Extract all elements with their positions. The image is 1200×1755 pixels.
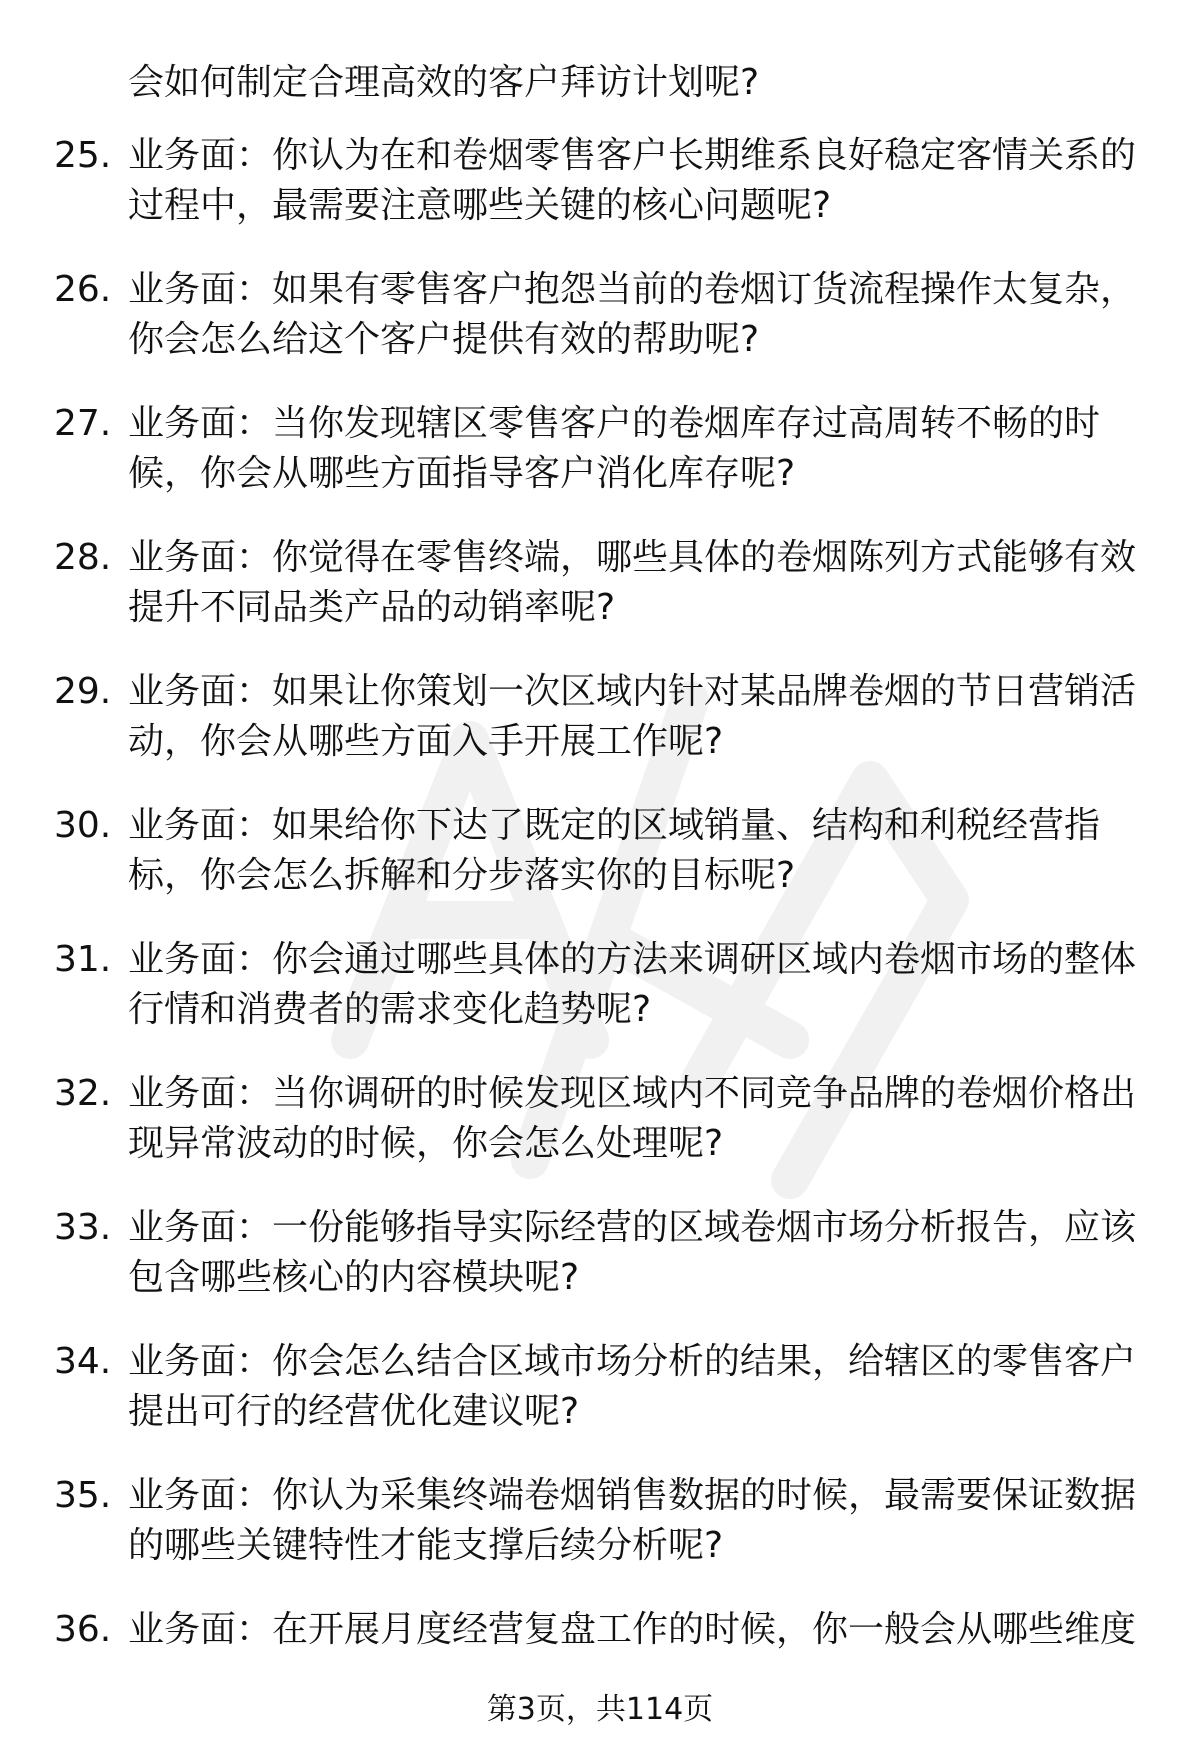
question-text: 业务面：如果给你下达了既定的区域销量、结构和利税经营指标，你会怎么拆解和分步落实你的目标呢?	[128, 805, 1101, 896]
question-item	[0, 399, 1200, 533]
question-item	[0, 131, 1200, 265]
question-item	[0, 1069, 1200, 1203]
question-text: 业务面：你认为在和卷烟零售客户长期维系良好稳定客情关系的过程中，最需要注意哪些关键的核心问题呢?	[128, 135, 1137, 226]
question-text: 业务面：在开展月度经营复盘工作的时候，你一般会从哪些维度	[128, 1609, 1137, 1650]
question-number: 27.	[54, 403, 112, 444]
question-text: 业务面：如果让你策划一次区域内针对某品牌卷烟的节日营销活动，你会从哪些方面入手开展工作呢?	[128, 671, 1137, 762]
question-item	[0, 1203, 1200, 1337]
question-text: 业务面：你认为采集终端卷烟销售数据的时候，最需要保证数据的哪些关键特性才能支撑后续分析呢?	[128, 1475, 1137, 1566]
question-number: 26.	[54, 269, 112, 310]
question-number: 33.	[54, 1207, 112, 1248]
question-number: 34.	[54, 1341, 112, 1382]
question-number: 25.	[54, 135, 112, 176]
question-item	[0, 1471, 1200, 1605]
question-item	[0, 935, 1200, 1069]
question-number: 31.	[54, 939, 112, 980]
question-number: 35.	[54, 1475, 112, 1516]
question-list	[0, 131, 1200, 1739]
question-number: 29.	[54, 671, 112, 712]
page-footer: 第3页，共114页	[486, 1692, 714, 1727]
question-number: 32.	[54, 1073, 112, 1114]
continued-question-text: 会如何制定合理高效的客户拜访计划呢?	[128, 62, 760, 103]
question-number: 36.	[54, 1609, 112, 1650]
question-text: 业务面：如果有零售客户抱怨当前的卷烟订货流程操作太复杂，你会怎么给这个客户提供有效的帮助呢?	[128, 269, 1137, 360]
question-text: 业务面：你会通过哪些具体的方法来调研区域内卷烟市场的整体行情和消费者的需求变化趋势呢?	[128, 939, 1137, 1030]
question-item	[0, 667, 1200, 801]
question-item	[0, 1337, 1200, 1471]
question-number: 30.	[54, 805, 112, 846]
question-number: 28.	[54, 537, 112, 578]
question-text: 业务面：你会怎么结合区域市场分析的结果，给辖区的零售客户提出可行的经营优化建议呢?	[128, 1341, 1137, 1432]
question-text: 业务面：一份能够指导实际经营的区域卷烟市场分析报告，应该包含哪些核心的内容模块呢?	[128, 1207, 1137, 1298]
question-item	[0, 533, 1200, 667]
question-item	[0, 801, 1200, 935]
question-text: 业务面：当你发现辖区零售客户的卷烟库存过高周转不畅的时候，你会从哪些方面指导客户消化库存呢?	[128, 403, 1101, 494]
question-item	[0, 265, 1200, 399]
question-text: 业务面：当你调研的时候发现区域内不同竞争品牌的卷烟价格出现异常波动的时候，你会怎么处理呢?	[128, 1073, 1137, 1164]
question-text: 业务面：你觉得在零售终端，哪些具体的卷烟陈列方式能够有效提升不同品类产品的动销率呢?	[128, 537, 1137, 628]
